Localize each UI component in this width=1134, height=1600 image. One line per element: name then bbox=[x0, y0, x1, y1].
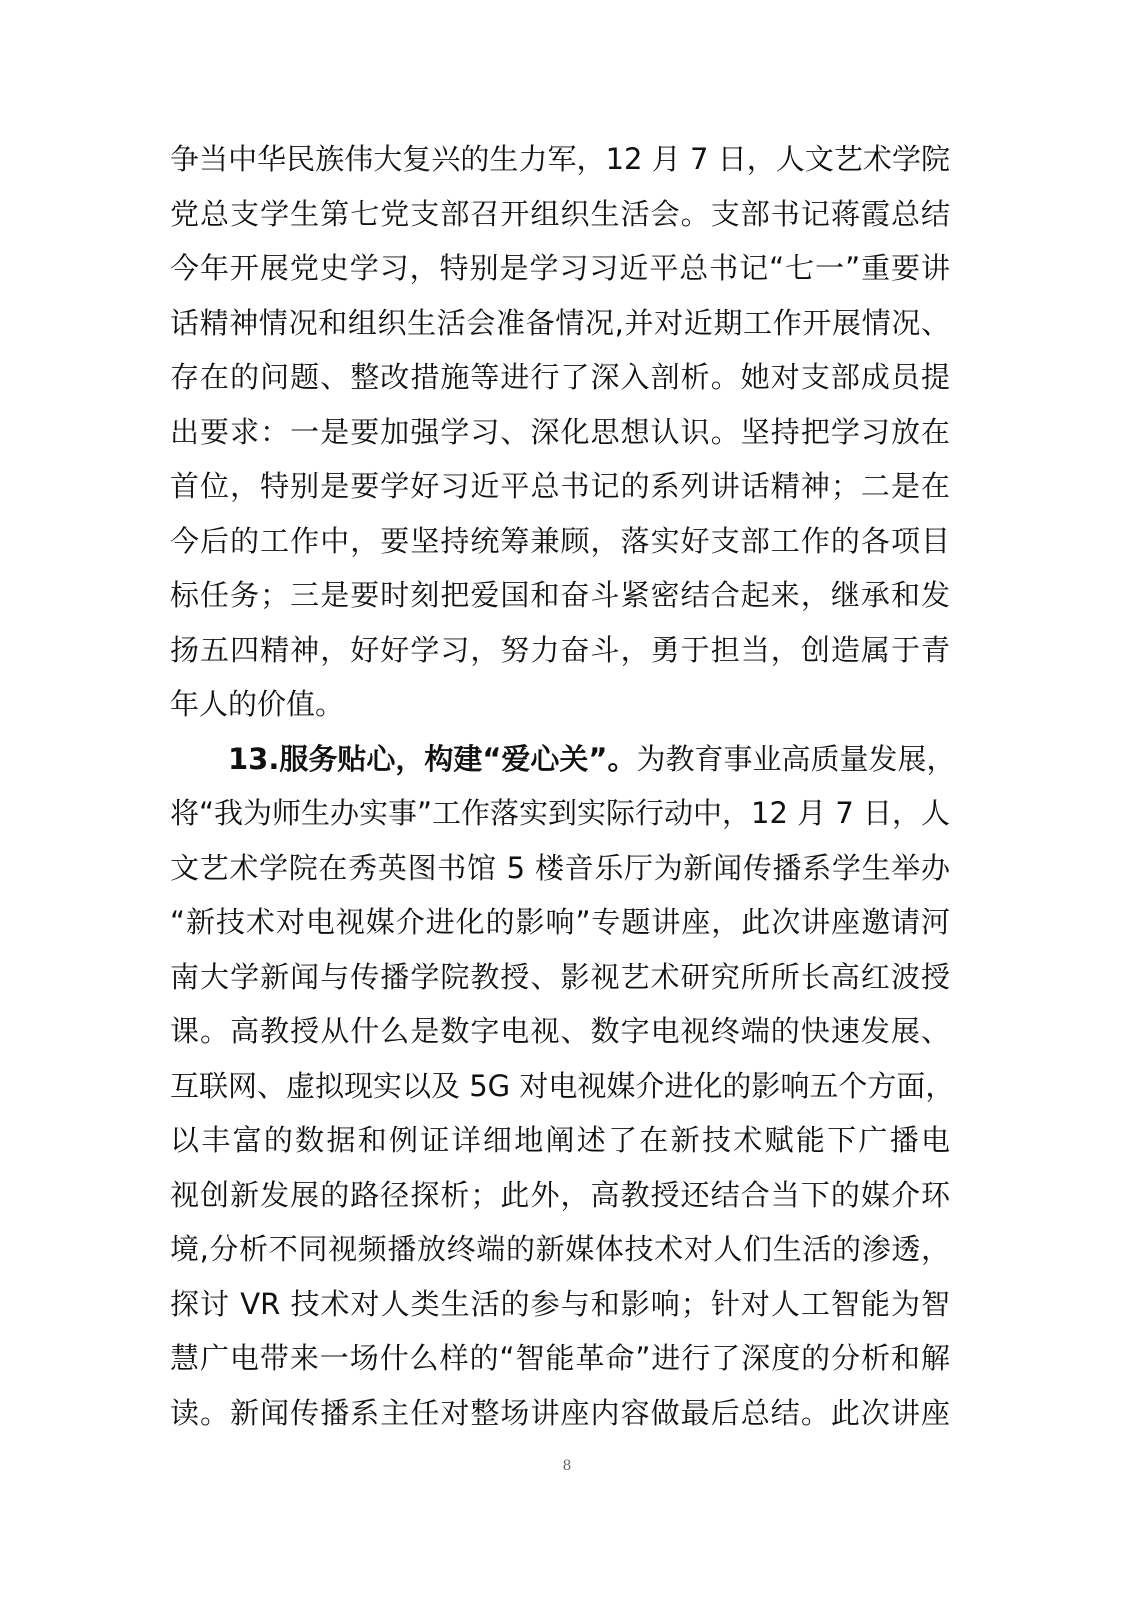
text-line: 南大学新闻与传播学院教授、影视艺术研究所所长高红波授 bbox=[170, 959, 950, 994]
text-line: 年人的价值。 bbox=[170, 687, 345, 721]
text-line: 探讨 VR 技术对人类生活的参与和影响；针对人工智能为智 bbox=[170, 1286, 950, 1321]
text-line: 首位，特别是要学好习近平总书记的系列讲话精神；二是在 bbox=[170, 469, 950, 503]
text-line: “新技术对电视媒介进化的影响”专题讲座，此次讲座邀请河 bbox=[170, 905, 950, 939]
text-line: 存在的问题、整改措施等进行了深入剖析。她对支部成员提 bbox=[170, 360, 950, 394]
text-line: 文艺术学院在秀英图书馆 5 楼音乐厅为新闻传播系学生举办 bbox=[170, 850, 950, 885]
text-line: 课。高教授从什么是数字电视、数字电视终端的快速发展、 bbox=[170, 1014, 950, 1048]
text-line: 境,分析不同视频播放终端的新媒体技术对人们生活的渗透， bbox=[170, 1232, 950, 1266]
text-line: 今年开展党史学习，特别是学习习近平总书记“七一”重要讲 bbox=[170, 251, 950, 285]
paragraph-2 bbox=[170, 732, 956, 1441]
body-text bbox=[170, 132, 956, 1440]
text-line: 话精神情况和组织生活会准备情况,并对近期工作开展情况、 bbox=[170, 305, 950, 340]
text-line: 党总支学生第七党支部召开组织生活会。支部书记蒋霞总结 bbox=[170, 196, 950, 231]
text-line: 标任务；三是要时刻把爱国和奋斗紧密结合起来，继承和发 bbox=[170, 578, 950, 612]
text-line: 视创新发展的路径探析；此外，高教授还结合当下的媒介环 bbox=[170, 1177, 950, 1212]
text-line: 扬五四精神，好好学习，努力奋斗，勇于担当，创造属于青 bbox=[170, 632, 950, 667]
text-line: 以丰富的数据和例证详细地阐述了在新技术赋能下广播电 bbox=[170, 1123, 950, 1157]
page-number: 8 bbox=[562, 1458, 572, 1474]
section-heading: 13.服务贴心，构建“爱心关”。 bbox=[228, 741, 637, 776]
text-line: 争当中华民族伟大复兴的生力军，12 月 7 日，人文艺术学院 bbox=[170, 142, 950, 176]
text-line: 出要求：一是要加强学习、深化思想认识。坚持把学习放在 bbox=[170, 414, 950, 449]
paragraph-1 bbox=[170, 132, 950, 732]
text-line: 慧广电带来一场什么样的“智能革命”进行了深度的分析和解 bbox=[170, 1341, 950, 1375]
text-run: 为教育事业高质量发展， bbox=[636, 741, 956, 776]
text-line: 互联网、虚拟现实以及 5G 对电视媒介进化的影响五个方面， bbox=[170, 1068, 955, 1103]
text-line: 将“我为师生办实事”工作落实到实际行动中，12 月 7 日，人 bbox=[170, 796, 951, 830]
paragraph-2-first-line bbox=[170, 732, 956, 787]
text-line: 读。新闻传播系主任对整场讲座内容做最后总结。此次讲座 bbox=[170, 1395, 950, 1430]
text-line: 今后的工作中，要坚持统筹兼顾，落实好支部工作的各项目 bbox=[170, 523, 950, 558]
